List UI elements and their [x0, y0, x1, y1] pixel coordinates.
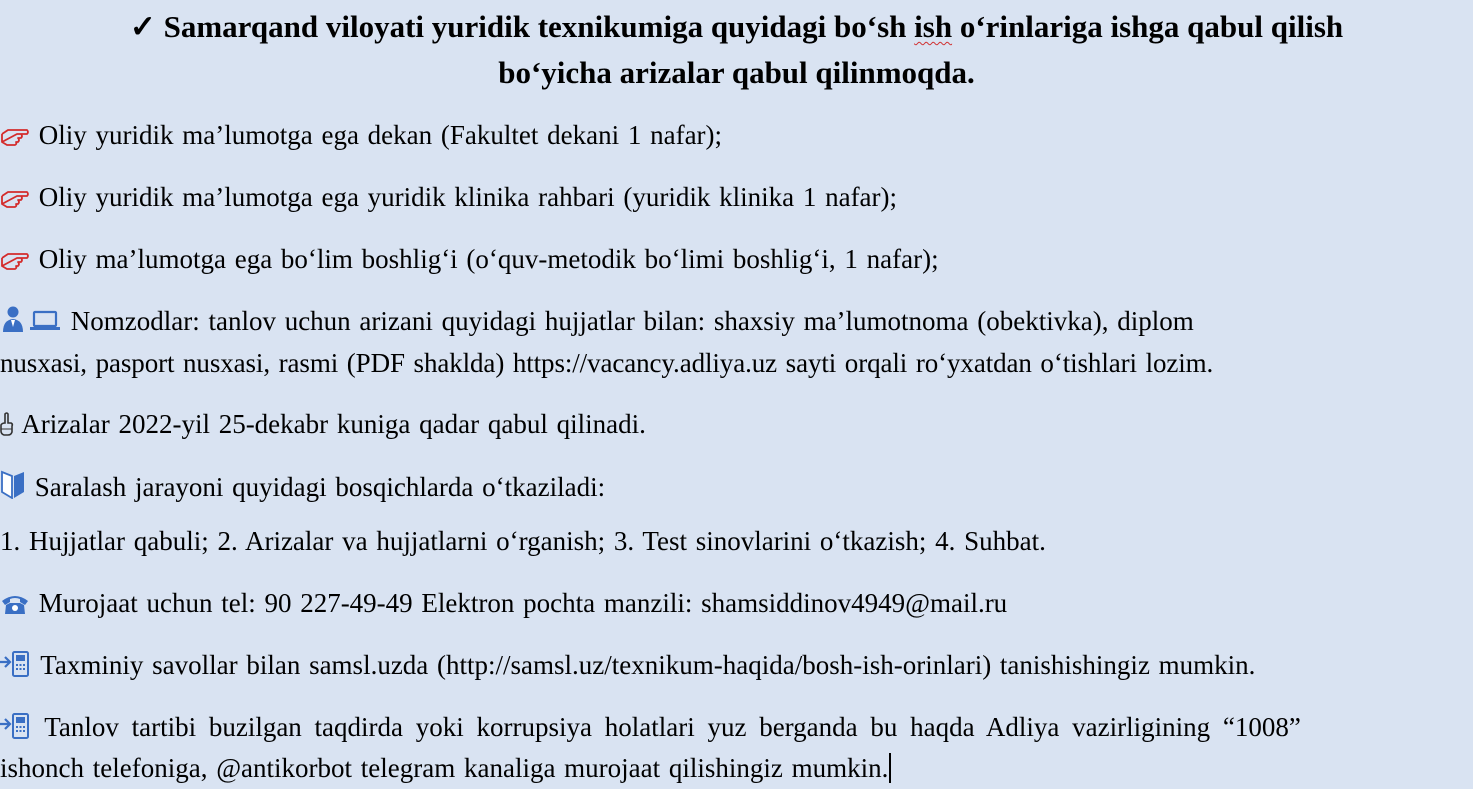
contact-line: Murojaat uchun tel: 90 227-49-49 Elektron pochta manzili: shamsiddinov4949@mail.ru [0, 586, 1007, 620]
hand-pointing-right-icon [0, 249, 30, 271]
candidates-paragraph-line-1: Nomzodlar: tanlov uchun arizani quyidagi hujjatlar bilan: shaxsiy ma’lumotnoma (obektivka), diplom [0, 304, 1194, 338]
mobile-phone-arrow-icon [0, 711, 32, 739]
selection-intro-line: Saralash jarayoni quyidagi bosqichlarda o‘tkaziladi: [0, 469, 605, 504]
position-item-clinic-head: Oliy yuridik ma’lumotga ega yuridik klinika rahbari (yuridik klinika 1 nafar); [0, 180, 897, 214]
hand-pointing-right-icon [0, 125, 30, 147]
info-line: Taxminiy savollar bilan samsl.uzda (http://samsl.uz/texnikum-haqida/bosh-ish-orinlari) tanishishingiz mumkin. [0, 648, 1255, 682]
candidates-paragraph-line-2: nusxasi, pasport nusxasi, rasmi (PDF shaklda) https://vacancy.adliya.uz sayti orqali ro‘yxatdan o‘tishlari lozim. [0, 348, 1214, 378]
check-mark-icon: ✓ [129, 9, 156, 44]
announcement-title-line-2: bo‘yicha arizalar qabul qilinmoqda. [498, 55, 975, 90]
office-worker-laptop-icon [0, 305, 62, 333]
announcement-title-line-1: ✓ Samarqand viloyati yuridik texnikumiga quyidagi bo‘sh ish o‘rinlariga ishga qabul qilish [129, 9, 1344, 44]
selection-stages-line: 1. Hujjatlar qabuli; 2. Arizalar va hujjatlarni o‘rganish; 3. Test sinovlarini o‘tkazish; 4. Suhbat. [0, 526, 1046, 556]
text-cursor [889, 753, 891, 783]
report-paragraph-line-1: Tanlov tartibi buzilgan taqdirda yoki korrupsiya holatlari yuz berganda bu haqda Adliya vazirligining “1008” [0, 710, 1301, 744]
hand-pointing-right-icon [0, 187, 30, 209]
position-item-department-head: Oliy ma’lumotga ega bo‘lim boshlig‘i (o‘quv-metodik bo‘limi boshlig‘i, 1 nafar); [0, 242, 939, 276]
hand-pointing-up-icon [0, 412, 14, 436]
mobile-phone-arrow-icon [0, 649, 32, 677]
beginner-shield-icon [0, 469, 26, 499]
telephone-icon [0, 593, 30, 615]
deadline-line: Arizalar 2022-yil 25-dekabr kuniga qadar qabul qilinadi. [0, 407, 646, 441]
report-paragraph-line-2[interactable]: ishonch telefoniga, @antikorbot telegram kanaliga murojaat qilishingiz mumkin. [0, 751, 891, 785]
spellcheck-word: ish [914, 9, 953, 44]
position-item-dean: Oliy yuridik ma’lumotga ega dekan (Fakultet dekani 1 nafar); [0, 118, 722, 152]
